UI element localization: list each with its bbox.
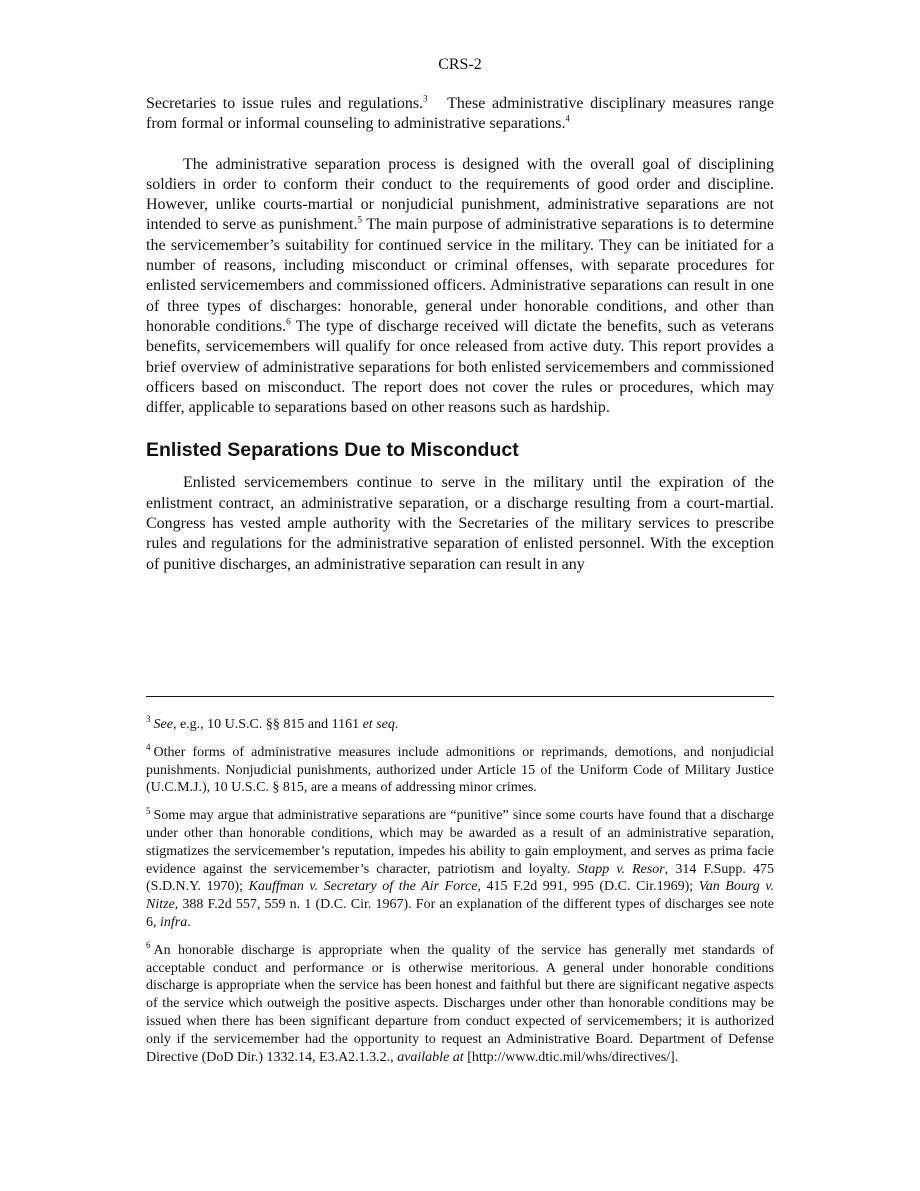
- footnote-ref-6[interactable]: 6: [286, 316, 291, 327]
- footnotes: [146, 716, 774, 1076]
- section-heading: Enlisted Separations Due to Misconduct: [146, 439, 519, 462]
- footnote-4-text: Other forms of administrative measures include admonitions or reprimands, demotions, and nonjudicial punishments. Nonjudicial punishments, authorized under Article 15 of the Uniform Code of Military Justice (U.C.M.J.), 10 U.S.C. § 815, are a means of addressing minor crimes.: [146, 744, 774, 796]
- footnote-ref-4[interactable]: 4: [565, 113, 570, 124]
- p1-text-a: Secretaries to issue rules and regulations.: [146, 95, 424, 112]
- paragraph-2: [146, 155, 774, 419]
- p2-text-c: The type of discharge received will dictate the benefits, such as veterans benefits, servicemembers will qualify for once released from active duty. This report provides a brief overview of administrative separations for both enlisted servicemembers and commissioned officers based on misconduct. The report does not cover the rules or procedures, which may differ, applicable to separations based on other reasons such as hardship.: [146, 317, 775, 417]
- footnote-6-link[interactable]: [http://www.dtic.mil/whs/directives/].: [463, 1049, 679, 1065]
- footnote-5: [146, 807, 774, 932]
- footnote-6: [146, 942, 774, 1067]
- footnote-ref-5[interactable]: 5: [357, 215, 362, 226]
- footnote-ref-3[interactable]: 3: [423, 93, 428, 104]
- footnote-number: 4: [146, 742, 151, 753]
- footnote-5-text-c: , 415 F.2d 991, 995 (D.C. Cir.1969);: [477, 879, 699, 895]
- footnote-6-text-a: An honorable discharge is appropriate when the quality of the service has generally met standards of acceptable conduct and performance or is otherwise meritorious. A general under honorable conditions discharge is appropriate when the service has been honest and faithful but there are significant negative aspects of the service which outweigh the positive aspects. Discharges under other than honorable conditions may be issued when there has been significant departure from conduct expected of servicemembers; it is authorized only if the servicemember had the opportunity to request an Administrative Board. Department of Defense Directive (DoD Dir.) 1332.14, E3.A2.1.3.2.,: [146, 942, 774, 1065]
- paragraph-1: [146, 93, 779, 135]
- footnote-5-infra: infra: [160, 914, 188, 930]
- case-citation: Stapp v. Resor: [577, 861, 665, 877]
- footnote-5-text-d: , 388 F.2d 557, 559 n. 1 (D.C. Cir. 1967). For an explanation of the different types of discharges see note 6,: [146, 897, 774, 930]
- footnote-3-see: See: [153, 717, 173, 732]
- footnote-6-available-at: available at: [397, 1049, 464, 1065]
- case-citation: Kauffman v. Secretary of the Air Force: [248, 879, 478, 895]
- footnote-3-etseq: et seq: [362, 717, 395, 732]
- footnote-3-text: , e.g., 10 U.S.C. §§ 815 and 1161: [172, 717, 363, 732]
- p1-text-b: These administrative disciplinary measures range from formal or informal counseling to administrative separations.: [146, 95, 779, 133]
- body-text: [146, 93, 779, 595]
- footnote-3-end: .: [394, 717, 399, 732]
- p2-text-b: The main purpose of administrative separations is to determine the servicemember’s suitability for continued service in the military. They can be initiated for a number of reasons, including misconduct or criminal offenses, with separate procedures for enlisted servicemembers and commissioned officers. Administrative separations can result in one of three types of discharges: honorable, general under honorable conditions, and other than honorable conditions.: [146, 216, 775, 335]
- footnote-4: [146, 744, 774, 797]
- p2-text-a: The administrative separation process is designed with the overall goal of disciplining soldiers in order to conform their conduct to the requirements of good order and discipline. However, unlike courts-martial or nonjudicial punishment, administrative separations are not intended to serve as punishment.: [146, 155, 774, 234]
- footnote-number: 6: [146, 940, 151, 951]
- footnote-number: 5: [146, 805, 151, 816]
- case-citation: Van Bourg v. Nitze: [146, 879, 774, 913]
- footnote-number: 3: [146, 714, 151, 725]
- footnote-5-text-b: , 314 F.Supp. 475 (S.D.N.Y. 1970);: [146, 861, 774, 895]
- page-header: CRS-2: [438, 56, 482, 73]
- footnote-5-text-a: Some may argue that administrative separations are “punitive” since some courts have found that a discharge under other than honorable conditions, which may be awarded as a result of an administrative separation, stigmatizes the servicemember’s reputation, impedes his ability to gain employment, and serves as prima facie evidence against the servicemember’s character, patriotism and loyalty.: [146, 808, 774, 877]
- footnote-divider: [146, 696, 774, 697]
- footnote-5-end: .: [187, 914, 191, 930]
- paragraph-3: Enlisted servicemembers continue to serve in the military until the expiration of the enlistment contract, an administrative separation, or a discharge resulting from a court-martial. Congress has vested ample authority with the Secretaries of the military services to prescribe rules and regulations for the administrative separation of enlisted personnel. With the exception of punitive discharges, an administrative separation can result in any: [146, 474, 774, 573]
- footnote-3: [146, 716, 774, 734]
